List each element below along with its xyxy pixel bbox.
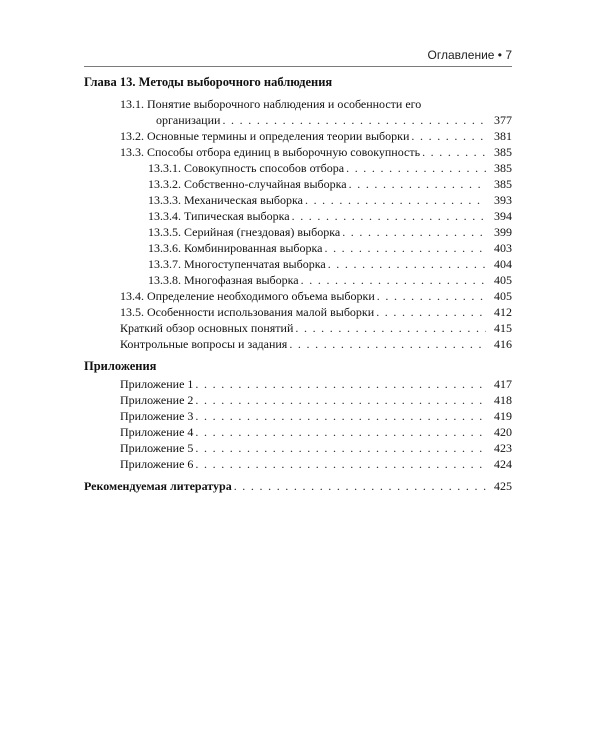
dot-leader [305,192,486,208]
toc-entry-label: Приложение 2 [120,393,194,407]
appendices-title: Приложения [84,359,157,373]
dot-leader [328,256,486,272]
toc-entry-13-3 [120,144,512,160]
toc-entry-label: 13.3.2. Собственно-случайная выборка [148,177,347,191]
page-number: 418 [486,392,512,408]
dot-leader [222,112,486,128]
toc-entry-label: организации [156,113,221,127]
toc-entry-13-3-3 [148,192,512,208]
toc-entry-label: Приложение 3 [120,409,194,423]
toc-entry-13-1 [156,112,512,128]
toc-entry-appendix-2 [120,392,512,408]
toc-entry-appendix-5 [120,440,512,456]
toc-entry-13-3-4 [148,208,512,224]
running-header: Оглавление • 7 [84,44,512,67]
page-number: 403 [486,240,512,256]
toc-entry-label: 13.3.1. Совокупность способов отбора [148,161,345,175]
dot-leader [377,288,486,304]
toc-entry-label: 13.3.5. Серийная (гнездовая) выборка [148,225,341,239]
page-number: 405 [486,272,512,288]
toc-entry-appendix-6 [120,456,512,472]
toc-entry-13-3-7 [148,256,512,272]
page-number: 405 [486,288,512,304]
dot-leader [376,304,486,320]
page-number: 425 [486,478,512,494]
toc-entry-label: 13.1. Понятие выборочного наблюдения и особенности его [120,97,422,111]
toc-entry-label: 13.3. Способы отбора единиц в выборочную совокупность [120,145,421,159]
dot-leader [342,224,486,240]
dot-leader [234,478,486,494]
toc-entry-13-3-5 [148,224,512,240]
toc-entry-label: 13.4. Определение необходимого объема выборки [120,289,375,303]
page-number: 385 [486,160,512,176]
dot-leader [301,272,486,288]
page-number: 385 [486,144,512,160]
toc-entry-label: 13.3.3. Механическая выборка [148,193,303,207]
toc-entry-appendix-3 [120,408,512,424]
page-number: 419 [486,408,512,424]
toc-entry-appendix-1 [120,376,512,392]
dot-leader [295,320,486,336]
toc-entry-label: Приложение 4 [120,425,194,439]
toc-entry-label: 13.2. Основные термины и определения теории выборки [120,129,410,143]
page-number: 394 [486,208,512,224]
toc-entry-label: Краткий обзор основных понятий [120,321,294,335]
dot-leader [195,424,486,440]
toc-entry-label: Приложение 5 [120,441,194,455]
chapter-title: Глава 13. Методы выборочного наблюдения [84,75,333,89]
page-number: 416 [486,336,512,352]
dot-leader [292,208,486,224]
dot-leader [411,128,486,144]
page-number: 423 [486,440,512,456]
toc-entry-13-3-8 [148,272,512,288]
toc-entry-label: 13.3.6. Комбинированная выборка [148,241,323,255]
page-number: 417 [486,376,512,392]
page-number: 377 [486,112,512,128]
dot-leader [195,392,486,408]
toc-entry-13-3-6 [148,240,512,256]
dot-leader [195,408,486,424]
dot-leader [349,176,486,192]
toc-entry-label: Приложение 1 [120,377,194,391]
dot-leader [324,240,486,256]
page-number: 399 [486,224,512,240]
toc-entry-summary [120,320,512,336]
page-number: 393 [486,192,512,208]
toc-entry-label: 13.3.8. Многофазная выборка [148,273,299,287]
toc-entry-label: Рекомендуемая литература [84,479,232,493]
page-number: 385 [486,176,512,192]
dot-leader [289,336,486,352]
dot-leader [422,144,486,160]
page-number: 415 [486,320,512,336]
toc-entry-appendix-4 [120,424,512,440]
toc-entry-13-5 [120,304,512,320]
toc-entry-label: Приложение 6 [120,457,194,471]
toc-entry-13-3-2 [148,176,512,192]
page-number: 404 [486,256,512,272]
dot-leader [195,376,486,392]
page-number: 420 [486,424,512,440]
dot-leader [346,160,486,176]
dot-leader [195,440,486,456]
dot-leader [195,456,486,472]
toc-entry-label: Контрольные вопросы и задания [120,337,288,351]
toc-entry-literature [84,478,512,494]
toc-entry-label: 13.3.7. Многоступенчатая выборка [148,257,326,271]
toc-entry-13-4 [120,288,512,304]
toc-entry-13-3-1 [148,160,512,176]
page-number: 424 [486,456,512,472]
page-number: 381 [486,128,512,144]
toc-entry-label: 13.3.4. Типическая выборка [148,209,290,223]
toc-entry-label: 13.5. Особенности использования малой выборки [120,305,375,319]
toc-entry-questions [120,336,512,352]
toc-entry-13-1-line1 [120,96,421,112]
toc-entry-13-2 [120,128,512,144]
page-number: 412 [486,304,512,320]
